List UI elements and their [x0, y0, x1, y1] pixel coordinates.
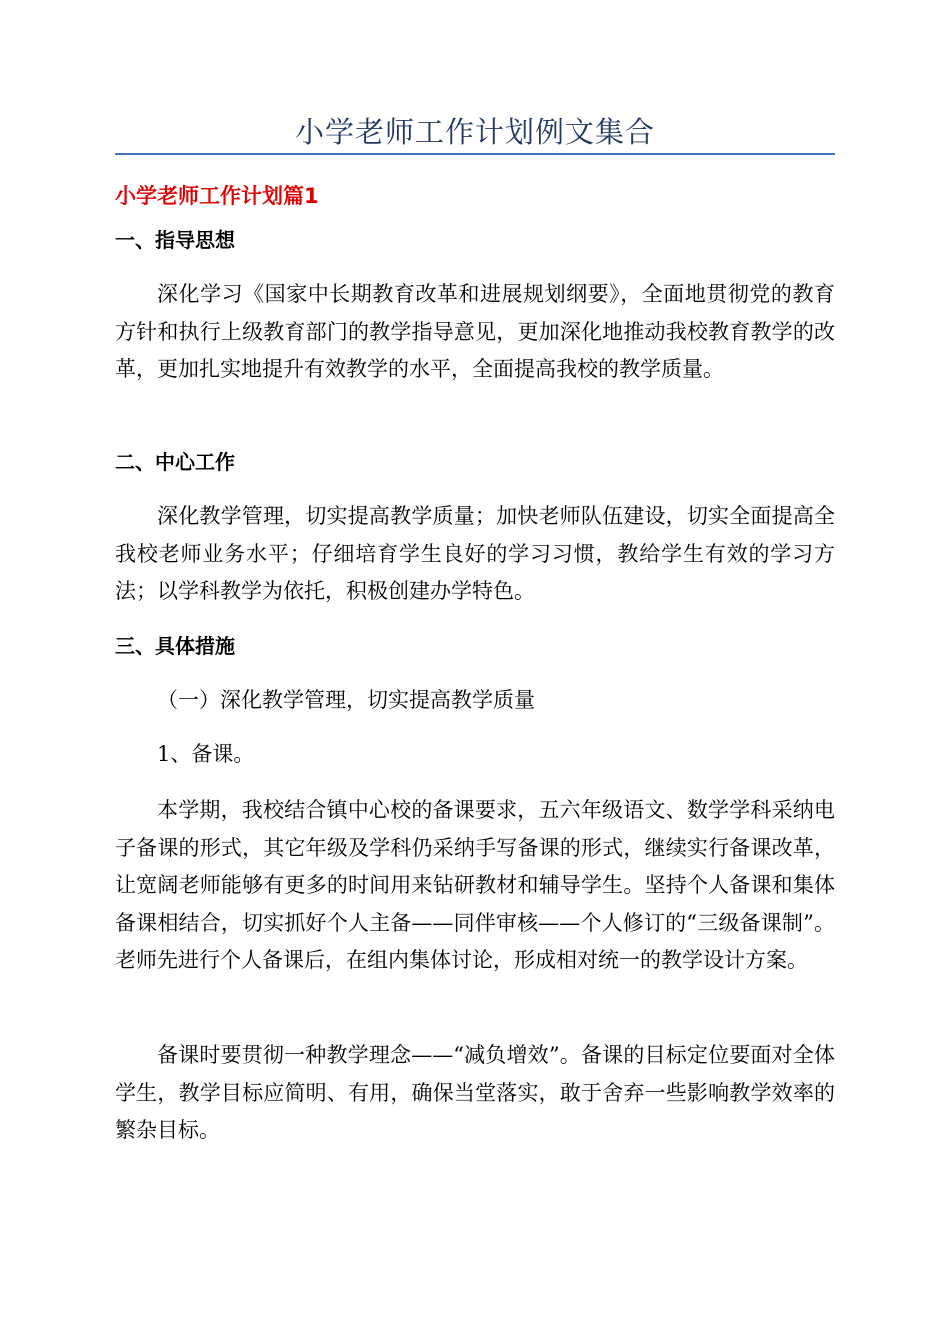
section-title: 小学老师工作计划篇1 [115, 184, 319, 208]
title-underline [115, 153, 835, 155]
heading-central-work: 二、中心工作 [115, 450, 235, 474]
document-title: 小学老师工作计划例文集合 [294, 115, 655, 149]
heading-guiding-ideology: 一、指导思想 [115, 228, 235, 252]
paragraph-lesson-prep-concept: 备课时要贯彻一种教学理念——“减负增效”。备课的目标定位要面对全体学生，教学目标应简明、有用，确保当堂落实，敢于舍弃一些影响教学效率的繁杂目标。 [115, 1043, 835, 1142]
paragraph-central-work: 深化教学管理，切实提高教学质量；加快老师队伍建设，切实全面提高全我校老师业务水平；仔细培育学生良好的学习习惯，教给学生有效的学习方法；以学科教学为依托，积极创建办学特色。 [115, 504, 835, 603]
paragraph-lesson-prep: 本学期，我校结合镇中心校的备课要求，五六年级语文、数学学科采纳电子备课的形式，其它年级及学科仍采纳手写备课的形式，继续实行备课改革，让宽阔老师能够有更多的时间用来钻研教材和辅导学生。坚持个人备课和集体备课相结合，切实抓好个人主备——同伴审核——个人修订的“三级备课制”。老师先进行个人备课后，在组内集体讨论，形成相对统一的教学设计方案。 [115, 798, 835, 972]
subheading-lesson-prep: 1、备课。 [157, 742, 255, 766]
paragraph-guiding-ideology: 深化学习《国家中长期教育改革和进展规划纲要》，全面地贯彻党的教育方针和执行上级教育部门的教学指导意见，更加深化地推动我校教育教学的改革，更加扎实地提升有效教学的水平，全面提高我校的教学质量。 [115, 282, 835, 381]
heading-specific-measures: 三、具体措施 [115, 634, 235, 658]
subheading-teaching-management: （一）深化教学管理，切实提高教学质量 [157, 688, 535, 712]
